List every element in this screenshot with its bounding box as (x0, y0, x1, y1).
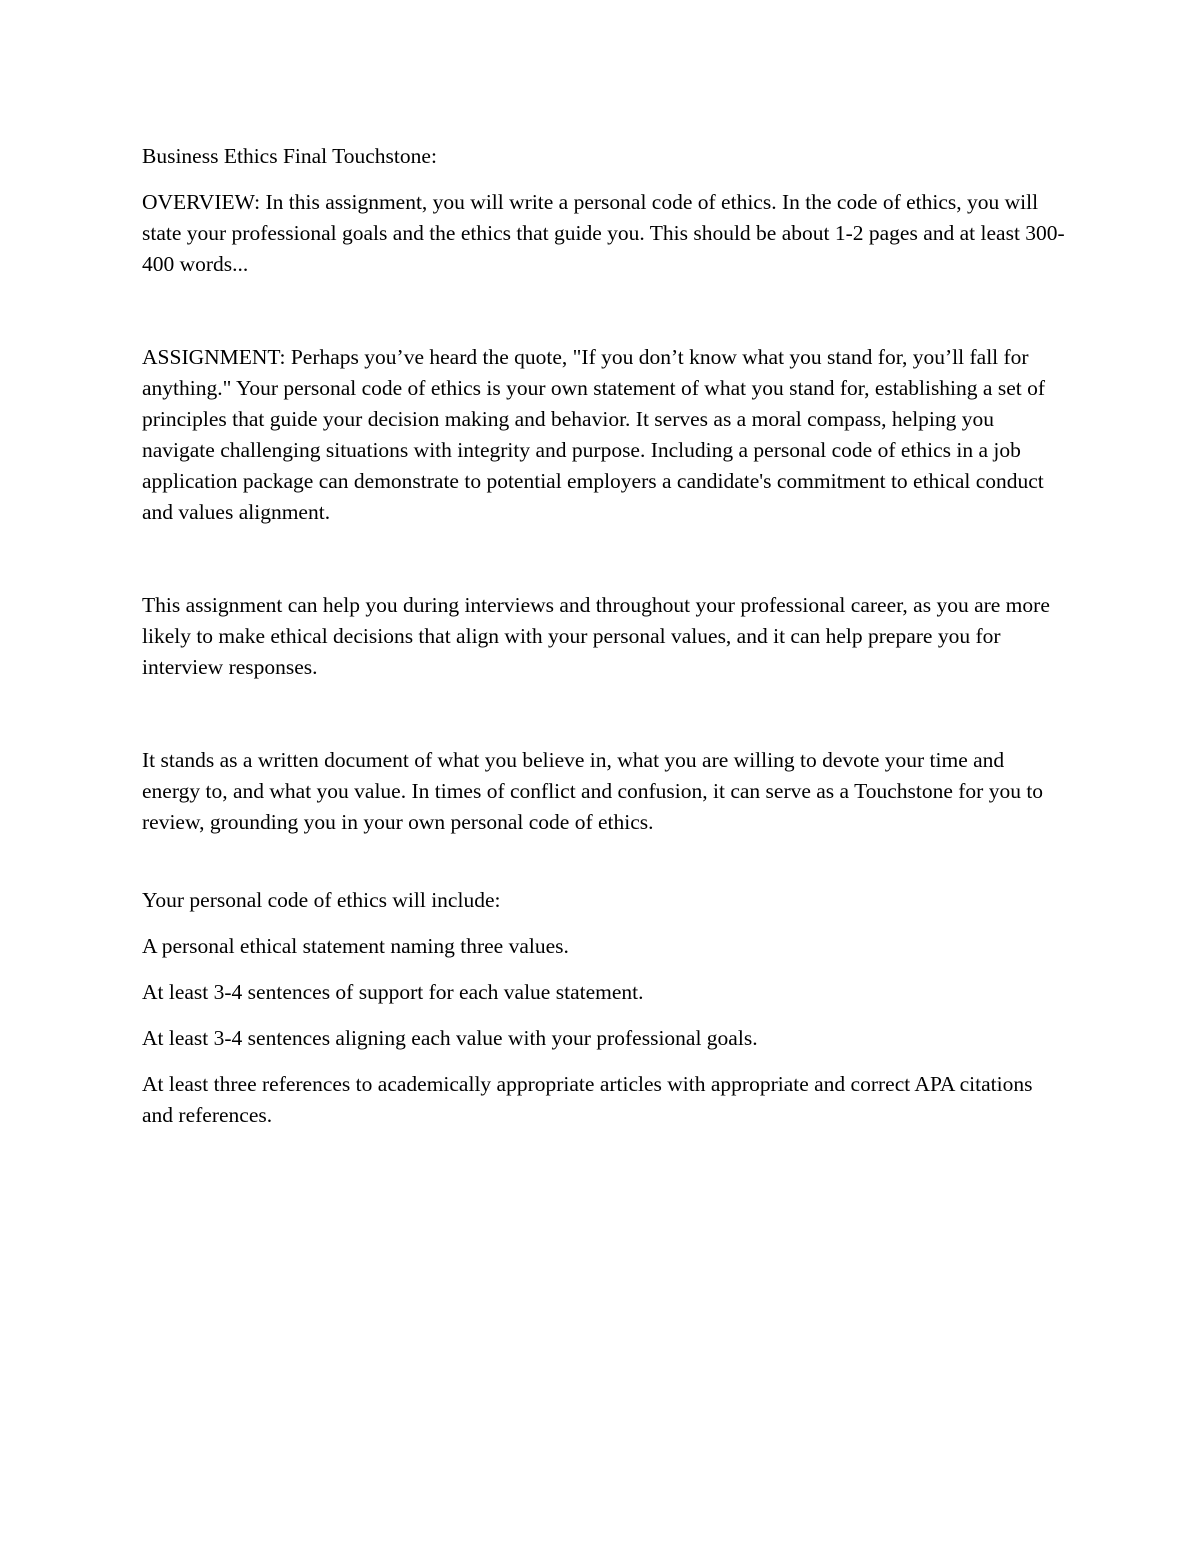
assignment-paragraph: ASSIGNMENT: Perhaps you’ve heard the quote, "If you don’t know what you stand for, you’ll fall for anything." Your personal code of ethics is your own statement of what you stand for, establishing a set of principles that guide your decision making and behavior. It serves as a moral compass, helping you navigate challenging situations with integrity and purpose. Including a personal code of ethics in a job application package can demonstrate to potential employers a candidate's commitment to ethical conduct and values alignment. (142, 345, 1045, 524)
requirement-item: At least 3-4 sentences aligning each value with your professional goals. (142, 1026, 758, 1050)
document-body (142, 141, 1067, 1146)
requirements-heading: Your personal code of ethics will include: (142, 888, 501, 912)
requirement-item: A personal ethical statement naming three values. (142, 934, 569, 958)
document-title: Business Ethics Final Touchstone: (142, 144, 437, 168)
requirement-item: At least three references to academically appropriate articles with appropriate and correct APA citations and references. (142, 1072, 1033, 1127)
overview-paragraph: OVERVIEW: In this assignment, you will write a personal code of ethics. In the code of ethics, you will state your professional goals and the ethics that guide you. This should be about 1-2 pages and at least 300-400 words... (142, 190, 1065, 276)
requirement-item: At least 3-4 sentences of support for each value statement. (142, 980, 644, 1004)
interview-help-paragraph: This assignment can help you during interviews and throughout your professional career, as you are more likely to make ethical decisions that align with your personal values, and it can help prepare you for interview responses. (142, 593, 1050, 679)
written-document-paragraph: It stands as a written document of what you believe in, what you are willing to devote your time and energy to, and what you value. In times of conflict and confusion, it can serve as a Touchstone for you to review, grounding you in your own personal code of ethics. (142, 748, 1044, 834)
